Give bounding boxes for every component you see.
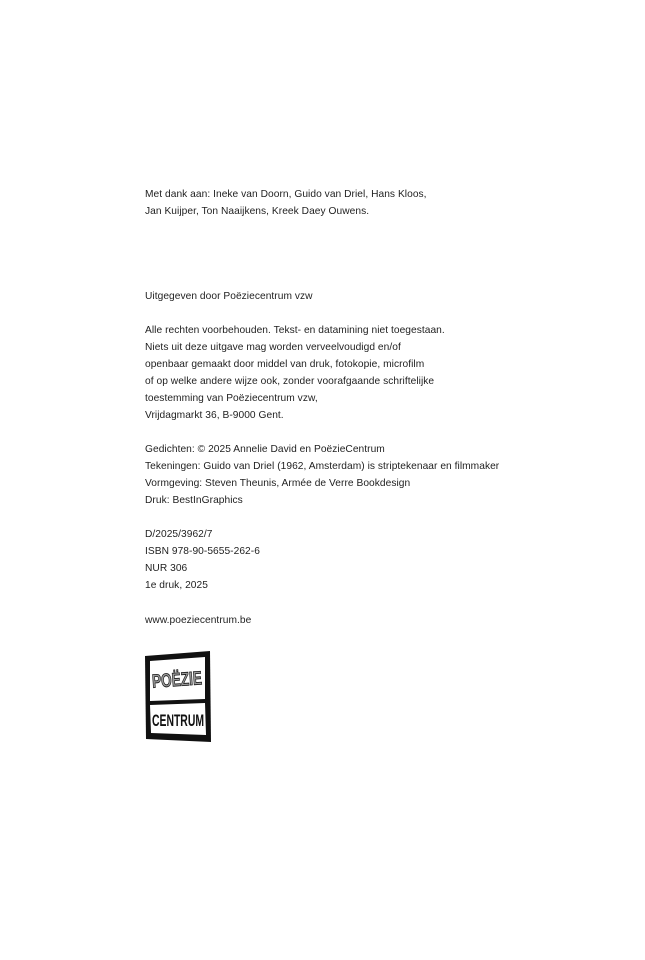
website — [145, 612, 251, 629]
copyright-notice — [145, 322, 445, 424]
copyright-line: Niets uit deze uitgave mag worden verveelvoudigd en/of — [145, 342, 401, 353]
poeziecentrum-logo — [143, 650, 223, 745]
bibliographic-info — [145, 526, 260, 594]
website-url: www.poeziecentrum.be — [145, 615, 252, 626]
acknowledgements-line: Met dank aan: Ineke van Doorn, Guido van Driel, Hans Kloos, — [145, 189, 427, 200]
logo-bottom-word: CENTRUM — [152, 711, 204, 730]
logo-top-word: POËZIE — [151, 666, 223, 693]
credit-drawings: Tekeningen: Guido van Driel (1962, Amsterdam) is striptekenaar en filmmaker — [145, 461, 500, 472]
publisher-line — [145, 288, 313, 305]
copyright-line: Vrijdagmarkt 36, B-9000 Gent. — [145, 410, 284, 421]
copyright-line: of op welke andere wijze ook, zonder voorafgaande schriftelijke — [145, 376, 435, 387]
nur-code: NUR 306 — [145, 563, 188, 574]
acknowledgements — [145, 186, 427, 220]
copyright-line: openbaar gemaakt door middel van druk, fotokopie, microfilm — [145, 359, 425, 370]
copyright-line: toestemming van Poëziecentrum vzw, — [145, 393, 318, 404]
credits — [145, 441, 499, 509]
credit-poems: Gedichten: © 2025 Annelie David en PoëzieCentrum — [145, 444, 385, 455]
depot-number: D/2025/3962/7 — [145, 529, 213, 540]
isbn: ISBN 978-90-5655-262-6 — [145, 546, 260, 557]
copyright-line: Alle rechten voorbehouden. Tekst- en datamining niet toegestaan. — [145, 325, 445, 336]
publisher-text: Uitgegeven door Poëziecentrum vzw — [145, 291, 313, 302]
credit-print: Druk: BestInGraphics — [145, 495, 243, 506]
acknowledgements-line: Jan Kuijper, Ton Naaijkens, Kreek Daey Ouwens. — [145, 206, 370, 217]
credit-design: Vormgeving: Steven Theunis, Armée de Verre Bookdesign — [145, 478, 411, 489]
edition: 1e druk, 2025 — [145, 580, 208, 591]
